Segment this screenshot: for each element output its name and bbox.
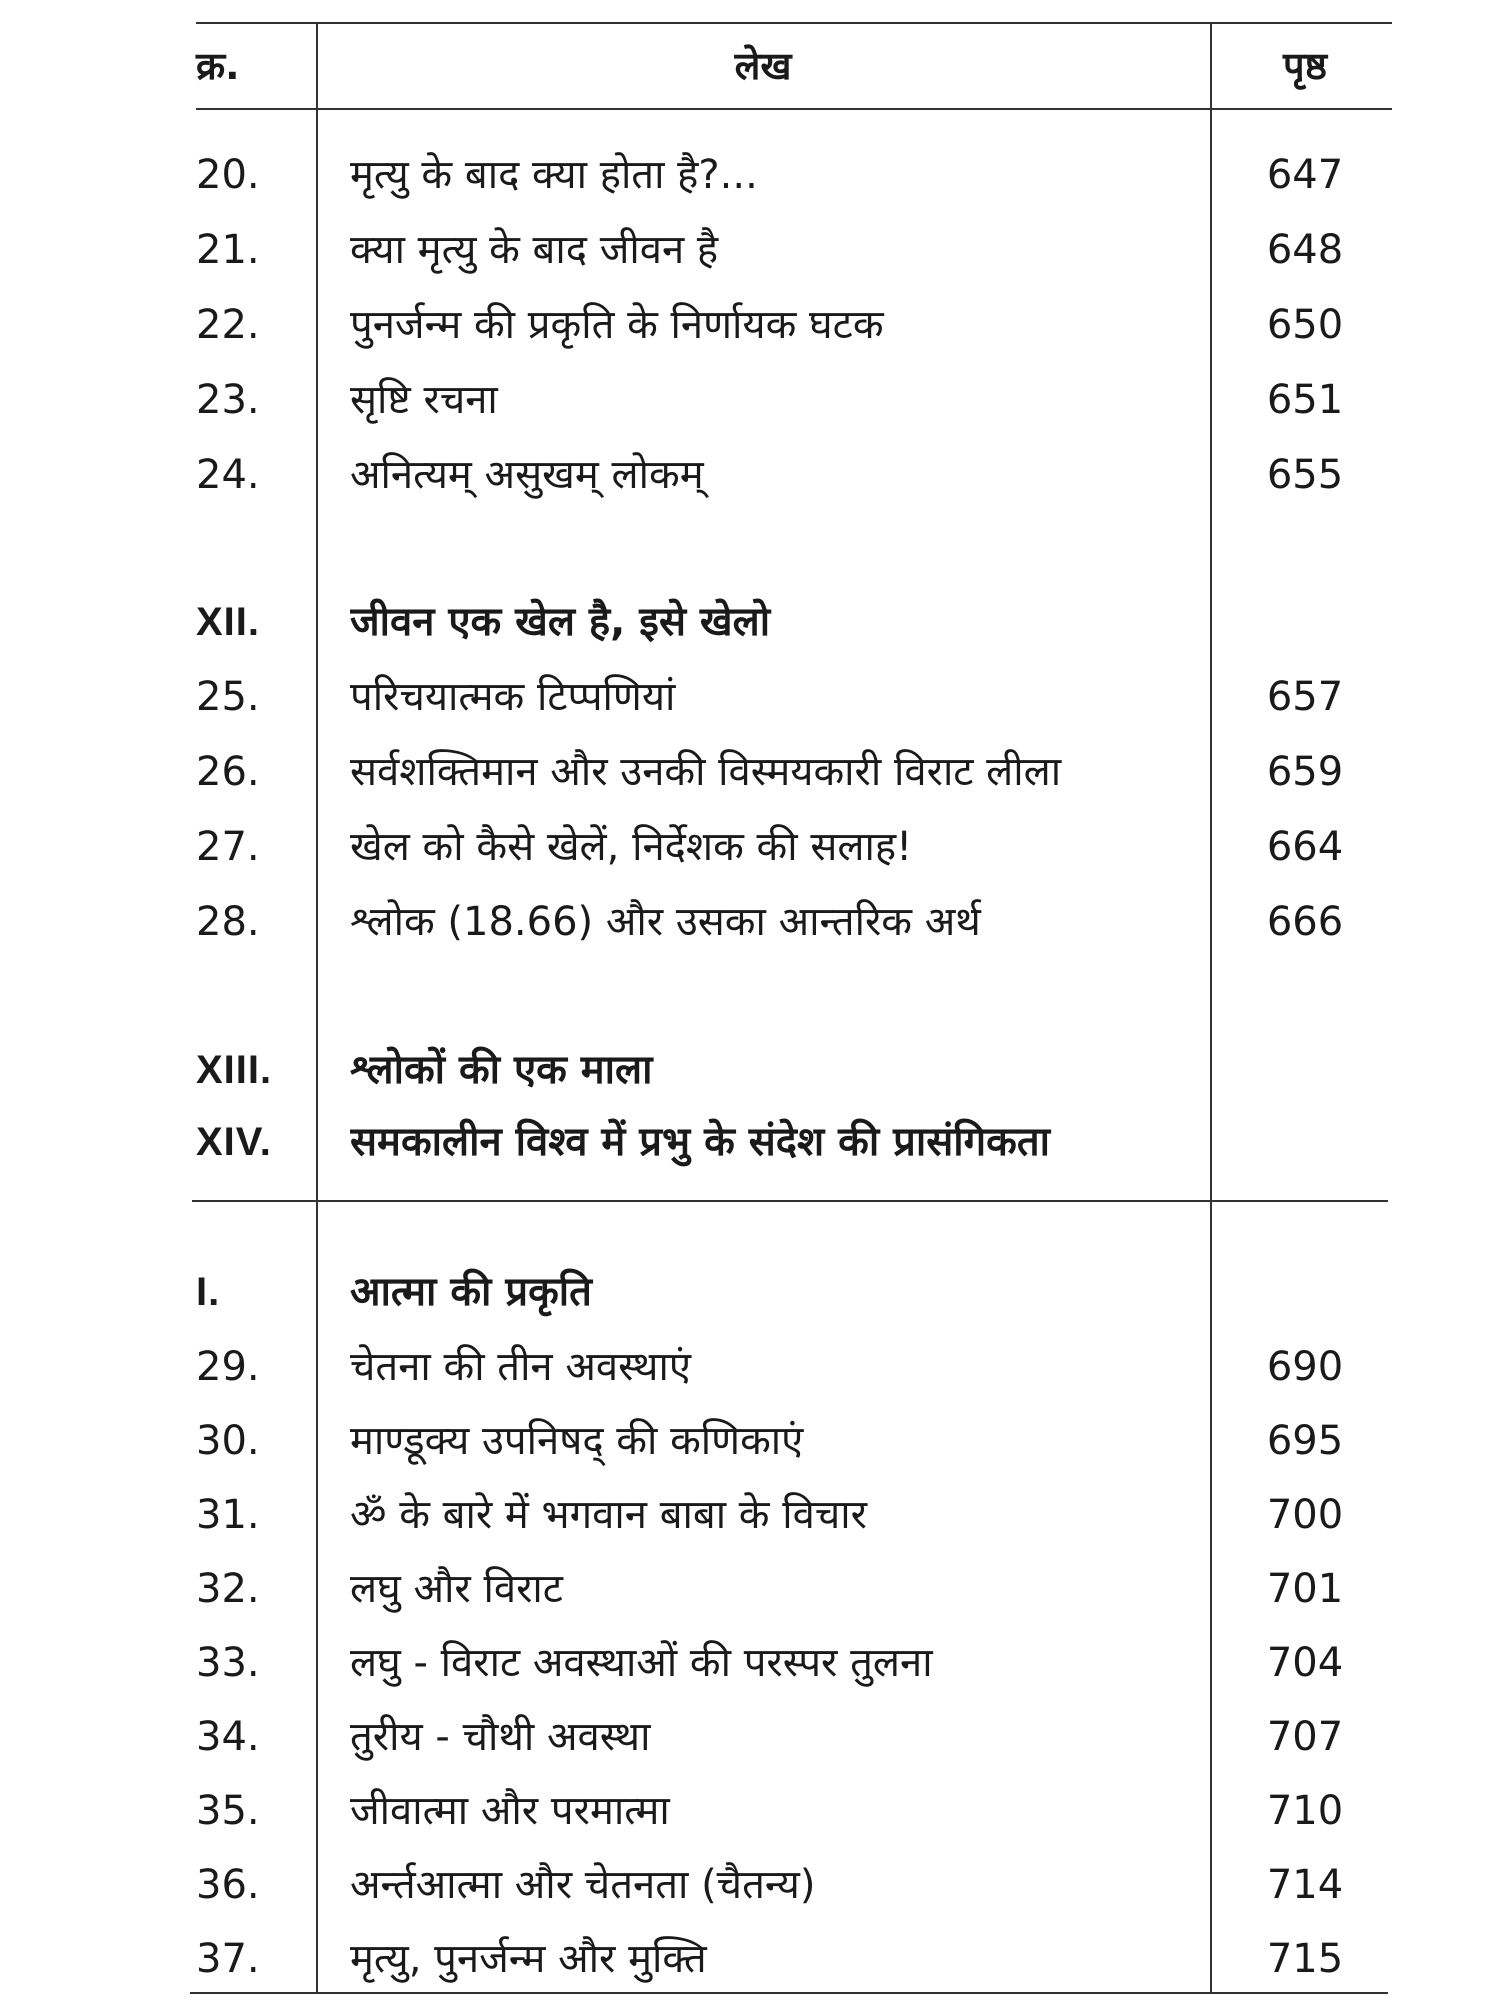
entry-number: 28. <box>196 899 260 945</box>
section-title: श्लोकों की एक माला <box>350 1047 653 1093</box>
entry-number: 35. <box>196 1788 260 1834</box>
entry-title: लघु और विराट <box>350 1566 563 1612</box>
entry-page: 659 <box>1266 749 1344 795</box>
entry-number: 36. <box>196 1862 260 1908</box>
toc-entry <box>0 1337 1500 1397</box>
toc-entry <box>0 295 1500 355</box>
header-title: लेख <box>734 44 792 88</box>
toc-entry <box>0 1633 1500 1693</box>
entry-title: मृत्यु, पुनर्जन्म और मुक्ति <box>350 1936 707 1982</box>
entry-page: 701 <box>1266 1566 1344 1612</box>
header-rule <box>196 108 1392 110</box>
entry-title: माण्डूक्य उपनिषद् की कणिकाएं <box>350 1418 804 1464</box>
entry-page: 655 <box>1266 452 1344 498</box>
toc-entry <box>0 1855 1500 1915</box>
toc-entry <box>0 1707 1500 1767</box>
entry-title: लघु - विराट अवस्थाओं की परस्पर तुलना <box>350 1640 933 1686</box>
toc-entry <box>0 1411 1500 1471</box>
entry-number: 33. <box>196 1640 260 1686</box>
entry-title: तुरीय - चौथी अवस्था <box>350 1714 651 1760</box>
toc-entry <box>0 445 1500 505</box>
toc-entry <box>0 370 1500 430</box>
toc-entry <box>0 1929 1500 1989</box>
entry-title: जीवात्मा और परमात्मा <box>350 1788 670 1834</box>
entry-title: खेल को कैसे खेलें, निर्देशक की सलाह! <box>350 824 913 870</box>
entry-number: 22. <box>196 302 260 348</box>
entry-title: परिचयात्मक टिप्पणियां <box>350 674 676 720</box>
section-number: XIII. <box>196 1048 273 1092</box>
entry-page: 714 <box>1266 1862 1344 1908</box>
section-title: जीवन एक खेल है, इसे खेलो <box>350 599 771 645</box>
entry-number: 24. <box>196 452 260 498</box>
entry-title: सृष्टि रचना <box>350 377 498 423</box>
entry-number: 31. <box>196 1492 260 1538</box>
entry-page: 648 <box>1266 227 1344 273</box>
section-heading-i <box>0 1262 1500 1322</box>
entry-title: अनित्यम् असुखम् लोकम् <box>350 452 704 498</box>
entry-title: मृत्यु के बाद क्या होता है?... <box>350 152 758 198</box>
middle-rule <box>192 1200 1388 1202</box>
header-number: क्र. <box>196 44 240 88</box>
entry-number: 23. <box>196 377 260 423</box>
entry-number: 26. <box>196 749 260 795</box>
section-number: XII. <box>196 600 261 644</box>
toc-entry <box>0 1485 1500 1545</box>
entry-page: 715 <box>1266 1936 1344 1982</box>
entry-number: 32. <box>196 1566 260 1612</box>
entry-page: 666 <box>1266 899 1344 945</box>
entry-number: 29. <box>196 1344 260 1390</box>
section-title: आत्मा की प्रकृति <box>350 1269 592 1315</box>
section-heading-xii <box>0 592 1500 652</box>
bottom-rule <box>190 1992 1388 1994</box>
section-title: समकालीन विश्व में प्रभु के संदेश की प्रासंगिकता <box>350 1119 1051 1165</box>
entry-number: 34. <box>196 1714 260 1760</box>
entry-page: 647 <box>1266 152 1344 198</box>
entry-title: ॐ के बारे में भगवान बाबा के विचार <box>350 1492 867 1538</box>
entry-title: क्या मृत्यु के बाद जीवन है <box>350 227 719 273</box>
section-heading-xiv <box>0 1112 1500 1172</box>
toc-entry <box>0 220 1500 280</box>
entry-page: 704 <box>1266 1640 1344 1686</box>
entry-number: 27. <box>196 824 260 870</box>
toc-entry <box>0 742 1500 802</box>
section-number: I. <box>196 1270 221 1314</box>
toc-entry <box>0 667 1500 727</box>
entry-page: 707 <box>1266 1714 1344 1760</box>
entry-number: 25. <box>196 674 260 720</box>
entry-number: 20. <box>196 152 260 198</box>
header-page: पृष्ठ <box>1283 44 1327 88</box>
entry-title: अर्न्तआत्मा और चेतनता (चैतन्य) <box>350 1862 816 1908</box>
toc-entry <box>0 145 1500 205</box>
toc-entry <box>0 1559 1500 1619</box>
section-number: XIV. <box>196 1120 272 1164</box>
entry-page: 664 <box>1266 824 1344 870</box>
top-rule <box>196 22 1392 24</box>
entry-number: 37. <box>196 1936 260 1982</box>
entry-page: 657 <box>1266 674 1344 720</box>
entry-page: 710 <box>1266 1788 1344 1834</box>
entry-title: सर्वशक्तिमान और उनकी विस्मयकारी विराट लीला <box>350 749 1062 795</box>
entry-page: 695 <box>1266 1418 1344 1464</box>
toc-entry <box>0 892 1500 952</box>
entry-page: 700 <box>1266 1492 1344 1538</box>
entry-number: 30. <box>196 1418 260 1464</box>
toc-entry <box>0 1781 1500 1841</box>
entry-title: चेतना की तीन अवस्थाएं <box>350 1344 691 1390</box>
entry-title: श्लोक (18.66) और उसका आन्तरिक अर्थ <box>350 899 981 945</box>
entry-title: पुनर्जन्म की प्रकृति के निर्णायक घटक <box>350 302 884 348</box>
entry-page: 650 <box>1266 302 1344 348</box>
entry-page: 690 <box>1266 1344 1344 1390</box>
entry-page: 651 <box>1266 377 1344 423</box>
entry-number: 21. <box>196 227 260 273</box>
section-heading-xiii <box>0 1040 1500 1100</box>
toc-entry <box>0 817 1500 877</box>
